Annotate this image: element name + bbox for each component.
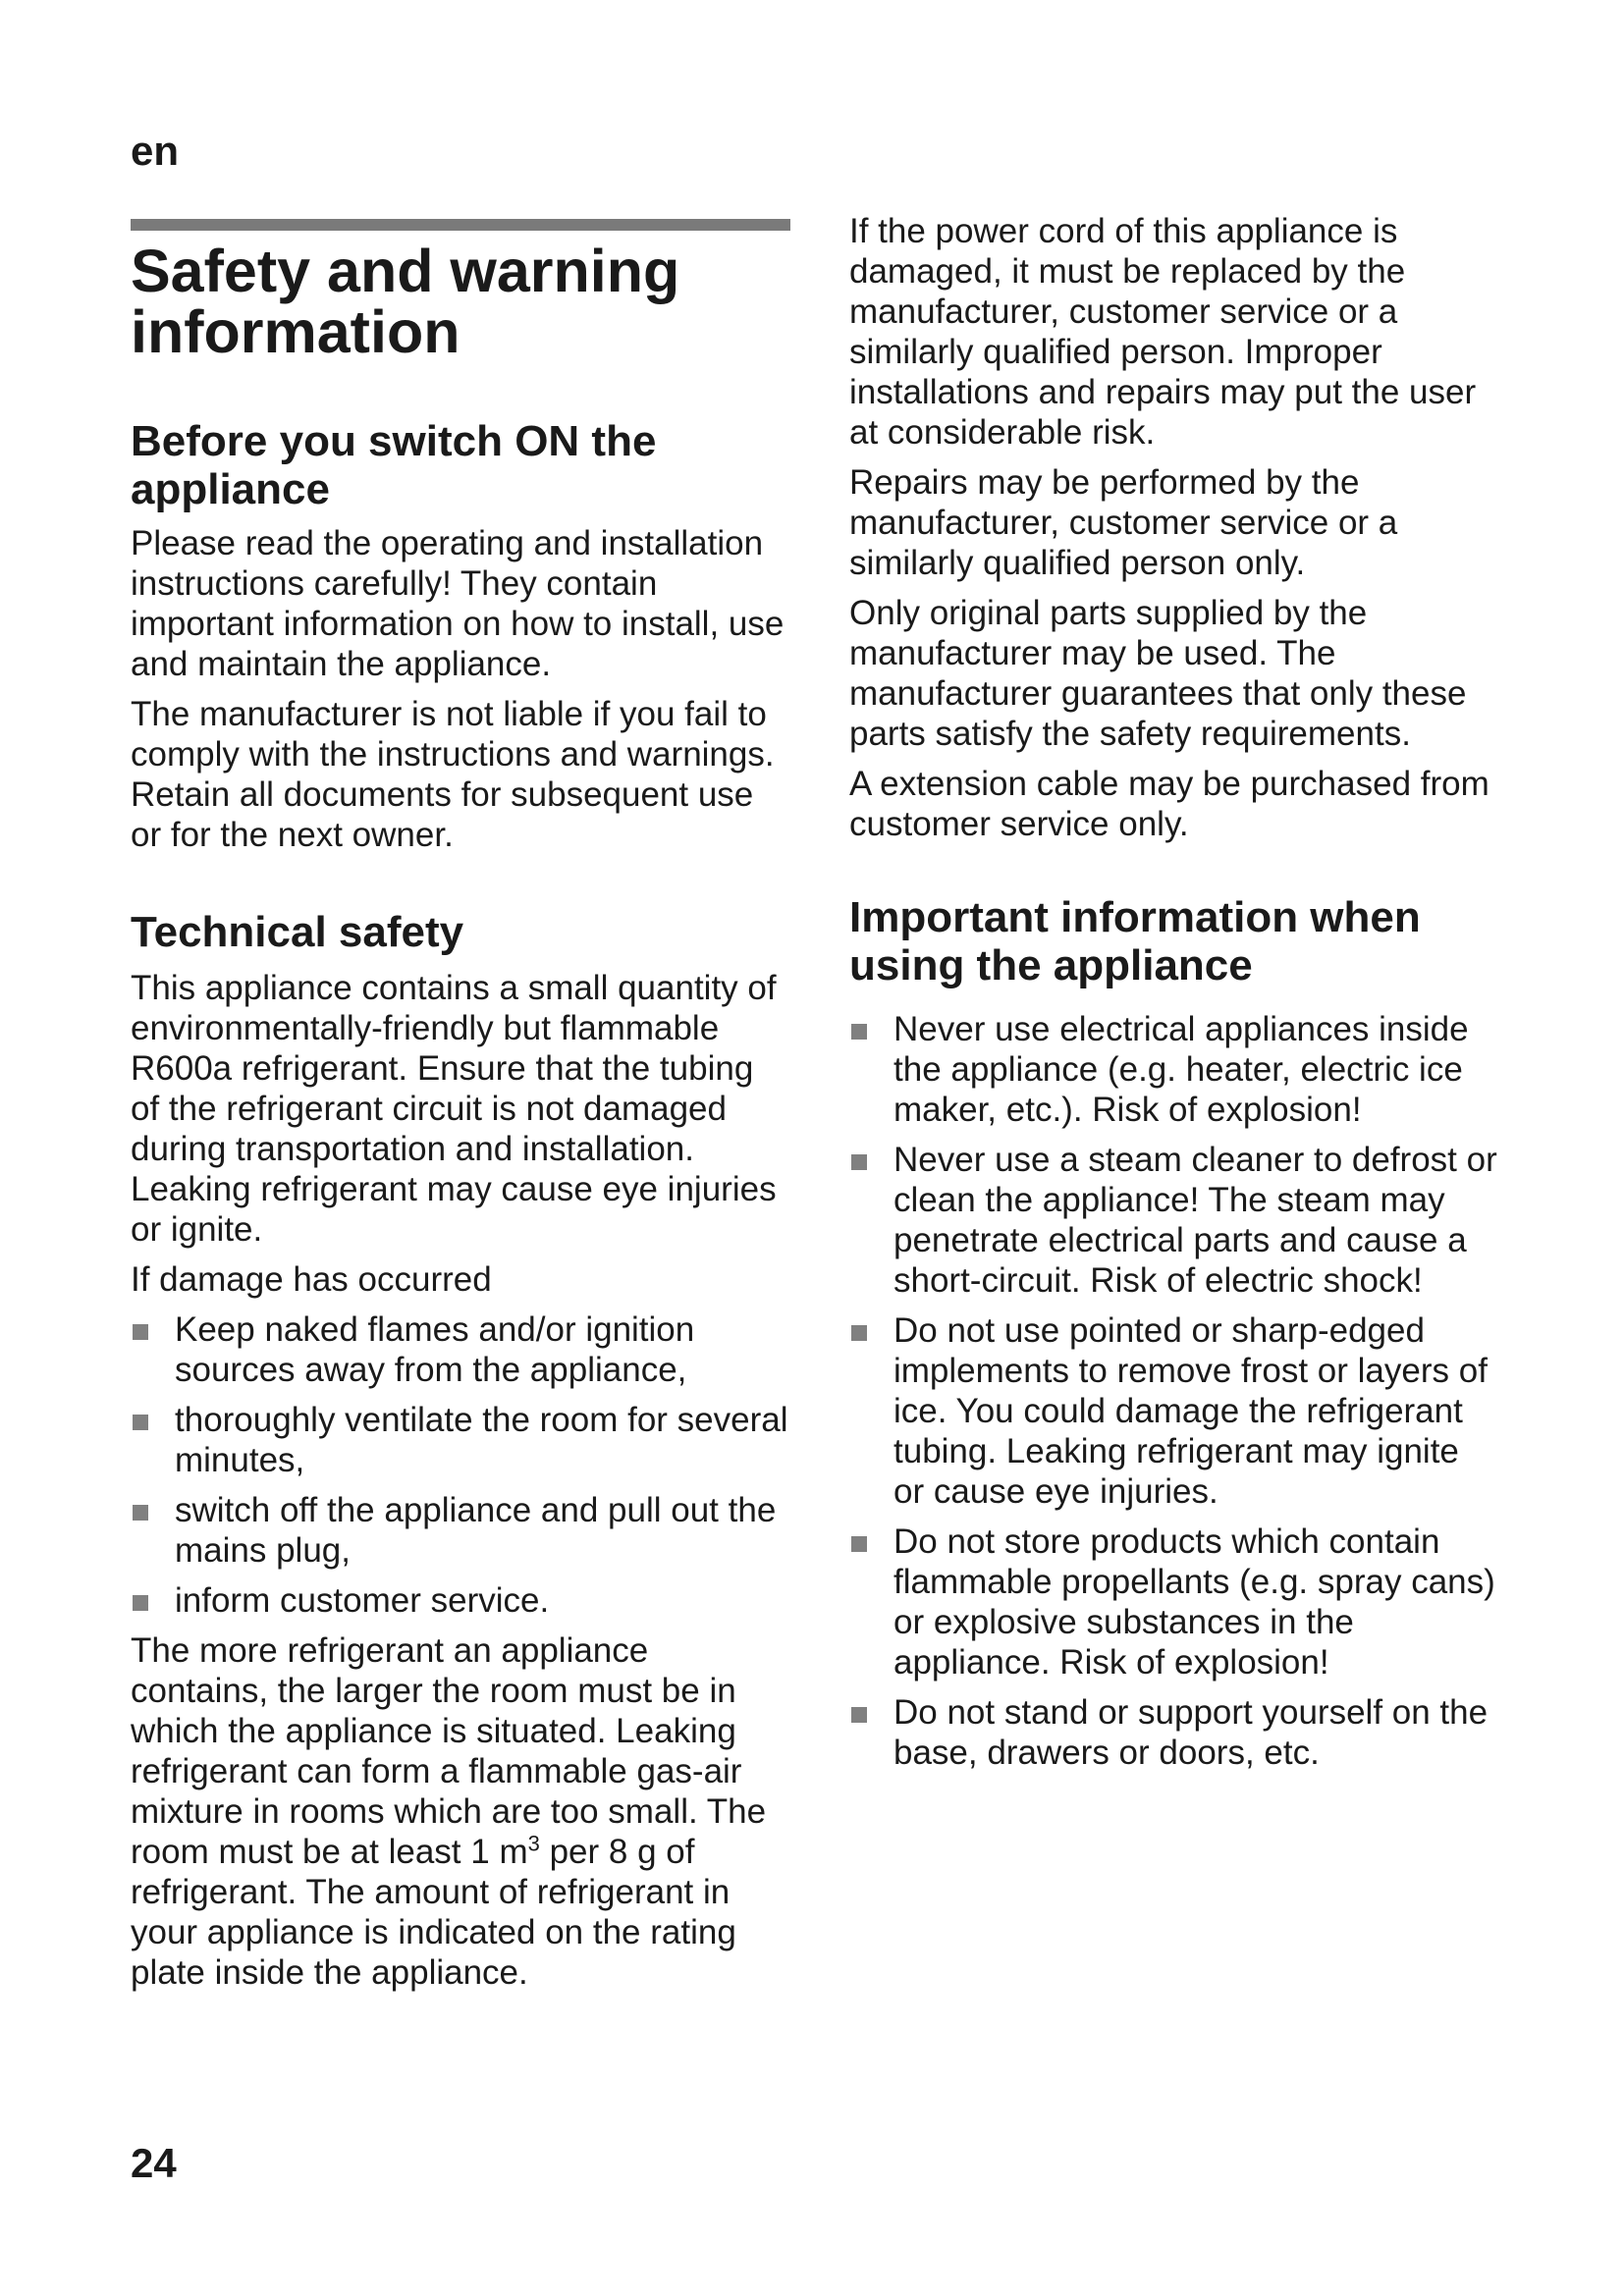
list-item-text: Never use electrical appliances inside the appliance (e.g. heater, electric ice maker, etc.). Risk of explosion!	[893, 1010, 1469, 1129]
room-text-before: The more refrigerant an appliance contains, the larger the room must be in which the appliance is situated. Leaking refrigerant can form a flammable gas-air mixture in rooms which are too small. The room must be at least 1 m	[131, 1631, 767, 1871]
list-item-text: Do not store products which contain flammable propellants (e.g. spray cans) or explosive substances in the appliance. Risk of explosion!	[893, 1522, 1495, 1682]
list-item-text: Do not use pointed or sharp-edged implements to remove frost or layers of ice. You could damage the refrigerant tubing. Leaking refrigerant may ignite or cause eye injuries.	[893, 1311, 1488, 1511]
square-bullet-icon	[851, 1325, 867, 1341]
list-item	[849, 1009, 1497, 1130]
section-important-information	[849, 893, 1497, 1783]
list-item-text: switch off the appliance and pull out the mains plug,	[175, 1491, 777, 1570]
square-bullet-icon	[851, 1707, 867, 1723]
paragraph: Only original parts supplied by the manufacturer may be used. The manufacturer guarantees that only these parts satisfy the safety requirements.	[849, 594, 1467, 753]
paragraph: Repairs may be performed by the manufacturer, customer service or a similarly qualified person only.	[849, 463, 1398, 582]
list-item	[849, 1522, 1497, 1682]
room-size-paragraph	[131, 1630, 790, 1993]
list-item-text: Keep naked flames and/or ignition sources away from the appliance,	[175, 1310, 695, 1389]
list-item	[849, 1140, 1497, 1301]
list-item	[131, 1490, 790, 1571]
language-code: en	[131, 128, 180, 174]
room-text-after: per 8 g of refrigerant. The amount of refrigerant in your appliance is indicated on the rating plate inside the appliance.	[131, 1833, 736, 1992]
damage-list	[131, 1309, 790, 1621]
paragraph: This appliance contains a small quantity of environmentally-friendly but flammable R600a refrigerant. Ensure that the tubing of the refrigerant circuit is not damaged during transportation and installation. Leaking refrigerant may cause eye injuries or ignite.	[131, 969, 777, 1249]
page-title: Safety and warning information	[131, 238, 680, 365]
list-item	[131, 1309, 790, 1390]
section-heading-important-information: Important information when using the appliance	[849, 893, 1421, 989]
list-item-text: Never use a steam cleaner to defrost or clean the appliance! The steam may penetrate electrical parts and cause a short-circuit. Risk of electric shock!	[893, 1141, 1497, 1300]
page-number: 24	[131, 2140, 177, 2186]
square-bullet-icon	[133, 1595, 148, 1611]
section-before-switch-on	[131, 417, 790, 865]
damage-lead: If damage has occurred	[131, 1260, 492, 1299]
square-bullet-icon	[133, 1415, 148, 1430]
square-bullet-icon	[851, 1536, 867, 1552]
square-bullet-icon	[851, 1024, 867, 1040]
square-bullet-icon	[851, 1154, 867, 1170]
paragraph: Please read the operating and installation instructions carefully! They contain important information on how to install, use and maintain the appliance.	[131, 524, 785, 683]
paragraph: If the power cord of this appliance is damaged, it must be replaced by the manufacturer, customer service or a similarly qualified person. Improper installations and repairs may put the user at considerable risk.	[849, 212, 1477, 452]
section-technical-safety	[131, 908, 790, 2002]
list-item-text: Do not stand or support yourself on the base, drawers or doors, etc.	[893, 1693, 1489, 1772]
list-item-text: inform customer service.	[175, 1581, 550, 1620]
list-item	[131, 1580, 790, 1621]
square-bullet-icon	[133, 1324, 148, 1340]
important-list	[849, 1009, 1497, 1773]
list-item	[849, 1310, 1497, 1512]
list-item-text: thoroughly ventilate the room for several minutes,	[175, 1401, 788, 1479]
section-heading-before-switch-on: Before you switch ON the appliance	[131, 417, 657, 513]
superscript: 3	[527, 1831, 540, 1856]
paragraph: The manufacturer is not liable if you fail to comply with the instructions and warnings. Retain all documents for subsequent use or for the next owner.	[131, 695, 775, 854]
section-technical-safety-continued	[849, 211, 1497, 854]
list-item	[131, 1400, 790, 1480]
list-item	[849, 1692, 1497, 1773]
title-rule	[131, 219, 790, 231]
paragraph: A extension cable may be purchased from customer service only.	[849, 765, 1489, 843]
square-bullet-icon	[133, 1505, 148, 1521]
section-heading-technical-safety: Technical safety	[131, 908, 464, 956]
